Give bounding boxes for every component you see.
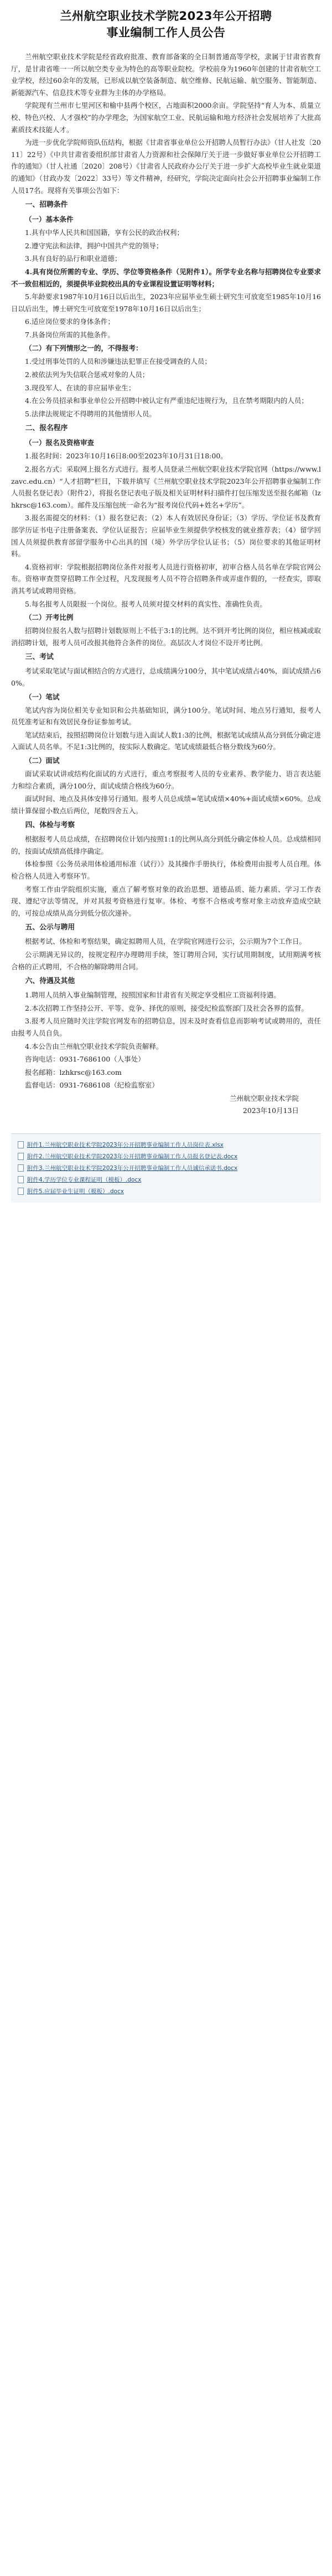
subsection-heading: （一）报名及资格审查: [25, 438, 95, 447]
paragraph: 考试采取笔试与面试相结合的方式进行，总成绩满分100分，其中笔试成绩占40%，面试成绩占60%。: [11, 667, 321, 687]
condition-item: 3.具有良好的品行和职业道德；: [25, 254, 122, 263]
paragraph: 笔试结束后，按照招聘岗位计划数与进入面试人数1:3的比例，根据笔试成绩从高分到低分确定进入面试人员名单。不足1:3比例的，按实际人数确定。笔试成绩最低合格分数线为60分。: [11, 730, 321, 751]
attachment-label[interactable]: 附件2.兰州航空职业技术学院2023年公开招聘事业编制工作人员报名登记表.docx: [27, 1153, 238, 1161]
paragraph: 笔试内容为岗位相关专业知识和公共基础知识，满分100分。笔试时间、地点另行通知，报考人员凭准考证和有效居民身份证参加考试。: [11, 706, 321, 727]
title-line-1: 兰州航空职业技术学院2023年公开招聘: [60, 9, 272, 23]
section-heading: 二、报名程序: [25, 424, 68, 433]
contact-supervise: 监督电话：0931-7686108（纪检监察室）: [25, 1081, 159, 1090]
condition-item: 5.年龄要求1987年10月16日以后出生，2023年应届毕业生硕士研究生可放宽至1985年10月16日以后出生，博士研究生可放宽至1978年10月16日以后出生；: [11, 292, 321, 313]
file-icon: [18, 1176, 24, 1183]
subsection-heading: （二）面试: [25, 756, 60, 765]
condition-item: 7.具备岗位所需的其他条件。: [25, 330, 115, 339]
condition-item: 6.适应岗位要求的身体条件；: [25, 317, 115, 326]
paragraph: 4.本公告由兰州航空职业技术学院负责解释。: [25, 1042, 163, 1051]
paragraph: 根据考试、体检和考察结果，确定拟聘用人员，在学院官网进行公示，公示期为7个工作日。: [25, 937, 306, 946]
section-heading: 五、公示与聘用: [25, 923, 75, 932]
file-icon: [18, 1164, 24, 1172]
paragraph: 1.聘用人员纳入事业编制管理，按照国家和甘肃省有关规定享受相应工资福利待遇。: [25, 991, 281, 1000]
paragraph: 面试采取试讲或结构化面试的方式进行，重点考察报考人员的专业素养、教学能力、语言表达能力和综合素质，满分100分，面试成绩合格线为60分。: [11, 769, 321, 790]
paragraph: 2.本次招聘工作坚持公开、平等、竞争、择优的原则，接受纪检监察部门及社会各界的监督。: [25, 1004, 308, 1012]
paragraph: 4.资格初审：学院根据招聘岗位条件对报考人员进行资格初审，初审合格人员名单在学院官网公布。资格审查贯穿招聘工作全过程，凡发现报考人员不符合招聘条件或弄虚作假的，一经查实，即取消其考试或聘用资格。: [11, 562, 321, 595]
exclusion-item: 2.被依法列为失信联合惩戒对象的人员；: [25, 370, 149, 379]
paragraph: 考察工作由学院组织实施，重点了解考察对象的政治思想、道德品质、能力素质、学习工作表现、遵纪守法等情况，并对其报考资格进行复审。体检、考察不合格或考察对象主动放弃造成空缺的，可按总成绩从高分到低分依次递补。: [11, 885, 321, 917]
exclusion-item: 3.现役军人、在读的非应届毕业生；: [25, 383, 136, 392]
attachment-label[interactable]: 附件3.兰州航空职业技术学院2023年公开招聘事业编制工作人员诚信承诺书.docx: [27, 1165, 238, 1172]
file-icon: [18, 1153, 24, 1160]
section-heading: 三、考试: [25, 653, 54, 662]
paragraph: 面试时间、地点及具体安排另行通知。报考人员总成绩=笔试成绩×40%+面试成绩×60%。总成绩计算保留小数点后两位，尾数四舍五入。: [11, 795, 321, 815]
subsection-heading: （二）有下列情形之一的，不得报考：: [25, 344, 143, 353]
paragraph: 2.报名方式：采取网上报名方式进行。报考人员登录兰州航空职业技术学院官网（https://www.lzavc.edu.cn）“人才招聘”栏目，下载并填写《兰州航空职业技术学院2023年公开招聘事业编制工作人员报名登记表》（附件2），将报名登记表电子版及相关证明材料扫描件打包压缩发送至报名邮箱（lzhkrsc@163.com）。邮件及压缩包统一命名为“报考岗位代码+姓名+学历”。: [11, 465, 321, 509]
signature-org: 兰州航空职业技术学院: [229, 1094, 299, 1102]
paragraph: 公示期满无异议的，按规定程序办理聘用手续，签订聘用合同，实行试用期制度，试用期满考核合格的正式聘用，不合格的解除聘用合同。: [11, 950, 321, 971]
section-heading: 一、招聘条件: [25, 201, 68, 210]
contact-email: 报名邮箱：lzhkrsc@163.com: [25, 1068, 122, 1077]
attachment-label[interactable]: 附件1.兰州航空职业技术学院2023年公开招聘事业编制工作人员岗位表.xlsx: [27, 1142, 224, 1149]
subsection-heading: （一）笔试: [25, 692, 60, 701]
exclusion-item: 5.法律法规规定不得聘用的其他情形人员。: [25, 409, 156, 418]
attachment-label[interactable]: 附件4.学历学位专业课程证明（模板）.docx: [27, 1177, 142, 1184]
intro-paragraph: 为进一步优化学院师资队伍结构，根据《甘肃省事业单位公开招聘人员暂行办法》（甘人社发〔2011〕22号）《中共甘肃省委组织部甘肃省人力资源和社会保障厅关于进一步做好事业单位公开招聘工作的通知》（甘人社通〔2020〕208号）《甘肃省人民政府办公厅关于进一步扩大高校毕业生就业渠道的通知》（甘政办发〔2022〕33号）等文件精神，经研究，学院决定面向社会公开招聘事业编制工作人员17名。现将有关事项公告如下：: [11, 138, 321, 195]
attachment-link[interactable]: [18, 1187, 314, 1196]
signature-date: 2023年10月13日: [242, 1106, 299, 1115]
paragraph: 3.报考人员应随时关注学院官网发布的招聘信息，因未及时查看信息而影响考试或聘用的，责任由报考人员自负。: [11, 1017, 321, 1037]
condition-item: 1.具有中华人民共和国国籍，享有公民的政治权利；: [25, 228, 184, 237]
exclusion-item: 1.受过刑事处罚的人员和涉嫌违法犯罪正在接受调查的人员；: [25, 357, 211, 366]
intro-paragraph: 学院现有兰州市七里河区和榆中县两个校区，占地面积2000余亩。学院坚持“育人为本、质量立校、特色兴校、人才强校”的办学理念，为国家航空工业、民航运输和地方经济社会发展培养了大批高素质技术技能人才。: [11, 101, 321, 134]
intro-paragraph: 兰州航空职业技术学院是经省政府批准、教育部备案的全日制普通高等学校，隶属于甘肃省教育厅，是甘肃省唯一一所以航空类专业为特色的高等职业院校。学校前身为1960年创建的甘肃省航空工业学校，经过60余年的发展，已形成以航空装备制造、航空维修、民航运输、航空服务、智能制造、新能源汽车、信息技术等专业群为主体的办学格局。: [11, 53, 321, 97]
attachment-link[interactable]: [18, 1152, 314, 1162]
paragraph: 招聘岗位报名人数与招聘计划数原则上不低于3:1的比例。达不到开考比例的岗位，相应核减或取消招聘计划，报考人员可改报其他符合条件的岗位。高层次人才岗位不设开考比例。: [11, 626, 321, 647]
paragraph: 1.报名时间：2023年10月16日8:00至2023年10月31日18:00。: [25, 452, 227, 461]
document: [11, 0, 321, 1203]
paragraph: 根据报考人员总成绩，在招聘岗位计划内按照1:1的比例从高分到低分确定体检人员。总成绩相同的，按面试成绩高低排序确定。: [11, 835, 321, 855]
section-heading: 四、体检与考察: [25, 821, 75, 830]
paragraph: 体检参照《公务员录用体检通用标准（试行）》及其操作手册执行，体检费用由报考人员自理。体检合格人员进入考察环节。: [11, 860, 321, 881]
attachment-link[interactable]: [18, 1140, 314, 1150]
attachment-link[interactable]: [18, 1163, 314, 1173]
subsection-heading: （一）基本条件: [25, 215, 74, 224]
paragraph: 5.每名报考人员限报一个岗位。报考人员须对提交材料的真实性、准确性负责。: [25, 599, 267, 608]
condition-item: 2.遵守宪法和法律，拥护中国共产党的领导；: [25, 241, 163, 250]
condition-item: 4.具有岗位所需的专业、学历、学位等资格条件（见附件1）。所学专业名称与招聘岗位专业要求不一致但相近的，须提供毕业院校出具的专业课程设置证明等材料；: [11, 267, 321, 288]
exclusion-item: 4.在公务员招录和事业单位公开招聘中被认定有严重违纪违规行为，且在禁考期限内的人员；: [25, 396, 308, 405]
contact-phone: 咨询电话：0931-7686100（人事处）: [25, 1055, 145, 1064]
section-heading: 六、待遇及其他: [25, 977, 75, 986]
attachment-link[interactable]: [18, 1175, 314, 1185]
title-line-2: 事业编制工作人员公告: [106, 26, 226, 39]
paragraph: 3.报名需提交的材料：（1）报名登记表；（2）本人有效居民身份证；（3）学历、学位证书及教育部学历证书电子注册备案表、学位认证报告；应届毕业生须提供学校核发的就业推荐表；（4）留学回国人员须提供教育部留学服务中心出具的国（境）外学历学位认证书；（5）岗位要求的其他证明材料。: [11, 514, 321, 558]
attachment-label[interactable]: 附件5.应届毕业生证明（模板）.docx: [27, 1188, 124, 1195]
subsection-heading: （二）开考比例: [25, 613, 74, 622]
file-icon: [18, 1141, 24, 1148]
attachment-list: [11, 1133, 321, 1203]
file-icon: [18, 1188, 24, 1195]
page-title: [11, 8, 321, 41]
